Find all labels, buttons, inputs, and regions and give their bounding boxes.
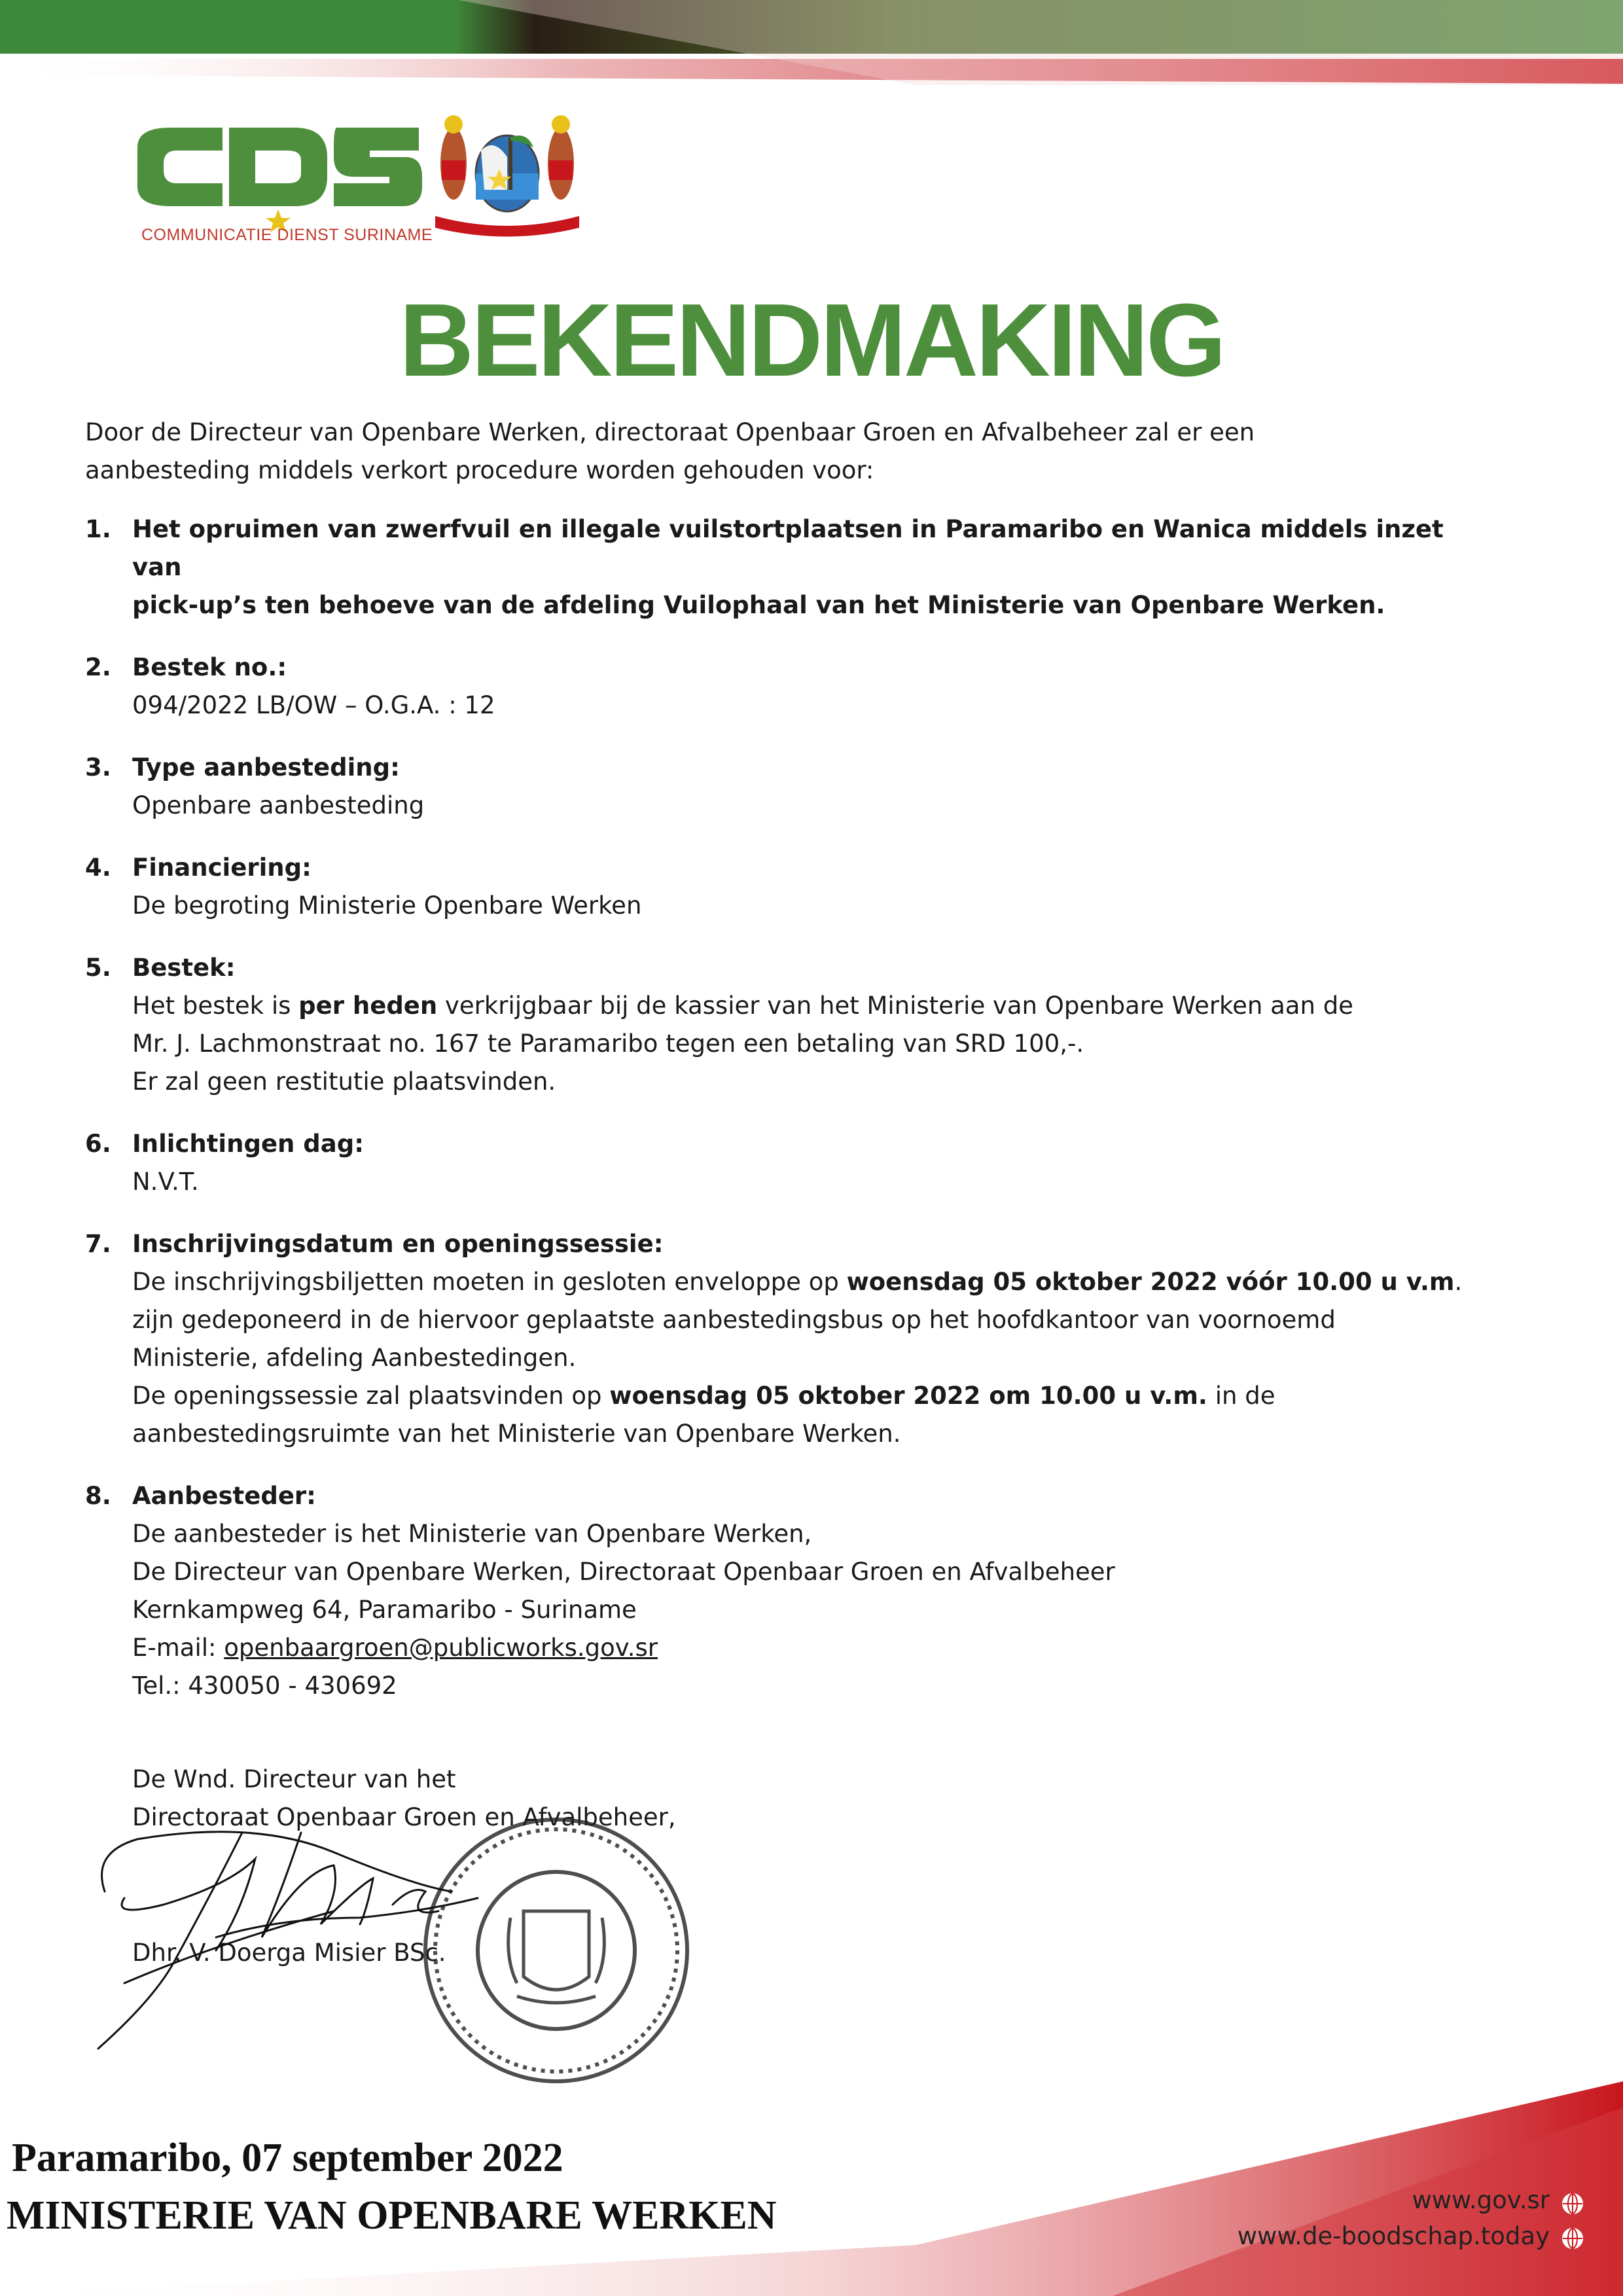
item-text: 094/2022 LB/OW – O.G.A. : 12 bbox=[132, 691, 495, 719]
item-text: pick-up’s ten behoeve van de afdeling Vuilophaal van het Ministerie van Openbare Werken. bbox=[132, 591, 1385, 619]
item-number: 5. bbox=[85, 954, 111, 982]
item-text: aanbestedingsruimte van het Ministerie van Openbare Werken. bbox=[132, 1420, 901, 1448]
item-text: De aanbesteder is het Ministerie van Openbare Werken, bbox=[132, 1520, 812, 1548]
text-run: . bbox=[1454, 1268, 1463, 1296]
ministry-name: MINISTERIE VAN OPENBARE WERKEN bbox=[7, 2193, 777, 2238]
item-number: 3. bbox=[85, 753, 111, 781]
text-run: verkrijgbaar bij de kassier van het Ministerie van Openbare Werken aan de bbox=[437, 992, 1353, 1020]
item-text: zijn gedeponeerd in de hiervoor geplaatste aanbestedingsbus op het hoofdkantoor van voornoemd bbox=[132, 1306, 1336, 1334]
text-run: Het bestek is bbox=[132, 992, 299, 1020]
list-item bbox=[85, 511, 1499, 624]
item-heading: Aanbesteder: bbox=[132, 1482, 316, 1510]
page-title: BEKENDMAKING bbox=[399, 283, 1224, 398]
announcement-list bbox=[85, 511, 1499, 1729]
item-heading: Bestek no.: bbox=[132, 653, 287, 681]
cds-caption: COMMUNICATIE DIENST SURINAME bbox=[141, 226, 433, 244]
item-heading: Financiering: bbox=[132, 853, 312, 882]
list-item bbox=[85, 749, 1499, 825]
item-heading: Inschrijvingsdatum en openingssessie: bbox=[132, 1230, 664, 1258]
item-number: 4. bbox=[85, 853, 111, 882]
website-link-boodschap[interactable]: www.de-boodschap.today bbox=[1237, 2222, 1550, 2250]
item-number: 6. bbox=[85, 1130, 111, 1158]
list-item bbox=[85, 649, 1499, 725]
text-run: De inschrijvingsbiljetten moeten in gesloten enveloppe op bbox=[132, 1268, 847, 1296]
text-run-bold: per heden bbox=[298, 992, 438, 1020]
item-text: N.V.T. bbox=[132, 1168, 199, 1196]
item-text: De Directeur van Openbare Werken, Directoraat Openbaar Groen en Afvalbeheer bbox=[132, 1558, 1115, 1586]
item-number: 7. bbox=[85, 1230, 111, 1258]
item-heading: Inlichtingen dag: bbox=[132, 1130, 364, 1158]
footer-band bbox=[0, 2081, 1623, 2296]
email-line bbox=[132, 1629, 1499, 1667]
item-text: Kernkampweg 64, Paramaribo - Suriname bbox=[132, 1596, 637, 1624]
item-heading: Bestek: bbox=[132, 954, 236, 982]
text-run: in de bbox=[1207, 1382, 1275, 1410]
text-run-bold: woensdag 05 oktober 2022 om 10.00 u v.m. bbox=[609, 1382, 1207, 1410]
list-item bbox=[85, 1125, 1499, 1201]
website-link-gov[interactable]: www.gov.sr bbox=[1412, 2186, 1550, 2214]
text-run-bold: woensdag 05 oktober 2022 vóór 10.00 u v.m bbox=[846, 1268, 1455, 1296]
item-text: Openbare aanbesteding bbox=[132, 791, 425, 819]
item-text-line bbox=[132, 987, 1499, 1025]
list-item bbox=[85, 1225, 1499, 1453]
list-item bbox=[85, 949, 1499, 1101]
email-label: E-mail: bbox=[132, 1634, 224, 1662]
intro-paragraph bbox=[85, 414, 1499, 490]
item-text: Ministerie, afdeling Aanbestedingen. bbox=[132, 1344, 577, 1372]
item-number: 8. bbox=[85, 1482, 111, 1510]
email-link[interactable]: openbaargroen@publicworks.gov.sr bbox=[224, 1634, 658, 1662]
coat-of-arms-emblem bbox=[429, 111, 586, 242]
signature-title: Directoraat Openbaar Groen en Afvalbeheer, bbox=[132, 1803, 676, 1831]
item-text-line bbox=[132, 1263, 1499, 1301]
item-heading: Type aanbesteding: bbox=[132, 753, 400, 781]
item-text-line bbox=[132, 1377, 1499, 1415]
phone-line: Tel.: 430050 - 430692 bbox=[132, 1672, 397, 1700]
item-number: 1. bbox=[85, 515, 111, 543]
item-text: De begroting Ministerie Openbare Werken bbox=[132, 891, 642, 920]
signature-title: De Wnd. Directeur van het bbox=[132, 1765, 456, 1793]
handwritten-signature bbox=[85, 1813, 556, 2062]
item-text: Het opruimen van zwerfvuil en illegale vuilstortplaatsen in Paramaribo en Wanica middels inzet van bbox=[132, 515, 1444, 581]
globe-icon bbox=[1561, 2227, 1584, 2250]
globe-icon bbox=[1561, 2193, 1584, 2215]
list-item bbox=[85, 1477, 1499, 1705]
header-band bbox=[0, 0, 1623, 85]
intro-line: Door de Directeur van Openbare Werken, directoraat Openbaar Groen en Afvalbeheer zal er een bbox=[85, 418, 1255, 446]
signatory-name: Dhr. V. Doerga Misier BSc. bbox=[132, 1939, 446, 1967]
item-text: Mr. J. Lachmonstraat no. 167 te Paramaribo tegen een betaling van SRD 100,-. bbox=[132, 1030, 1084, 1058]
intro-line: aanbesteding middels verkort procedure worden gehouden voor: bbox=[85, 456, 874, 484]
publication-date: Paramaribo, 07 september 2022 bbox=[12, 2136, 563, 2180]
text-run: De openingssessie zal plaatsvinden op bbox=[132, 1382, 610, 1410]
item-number: 2. bbox=[85, 653, 111, 681]
list-item bbox=[85, 849, 1499, 925]
item-text: Er zal geen restitutie plaatsvinden. bbox=[132, 1067, 556, 1096]
